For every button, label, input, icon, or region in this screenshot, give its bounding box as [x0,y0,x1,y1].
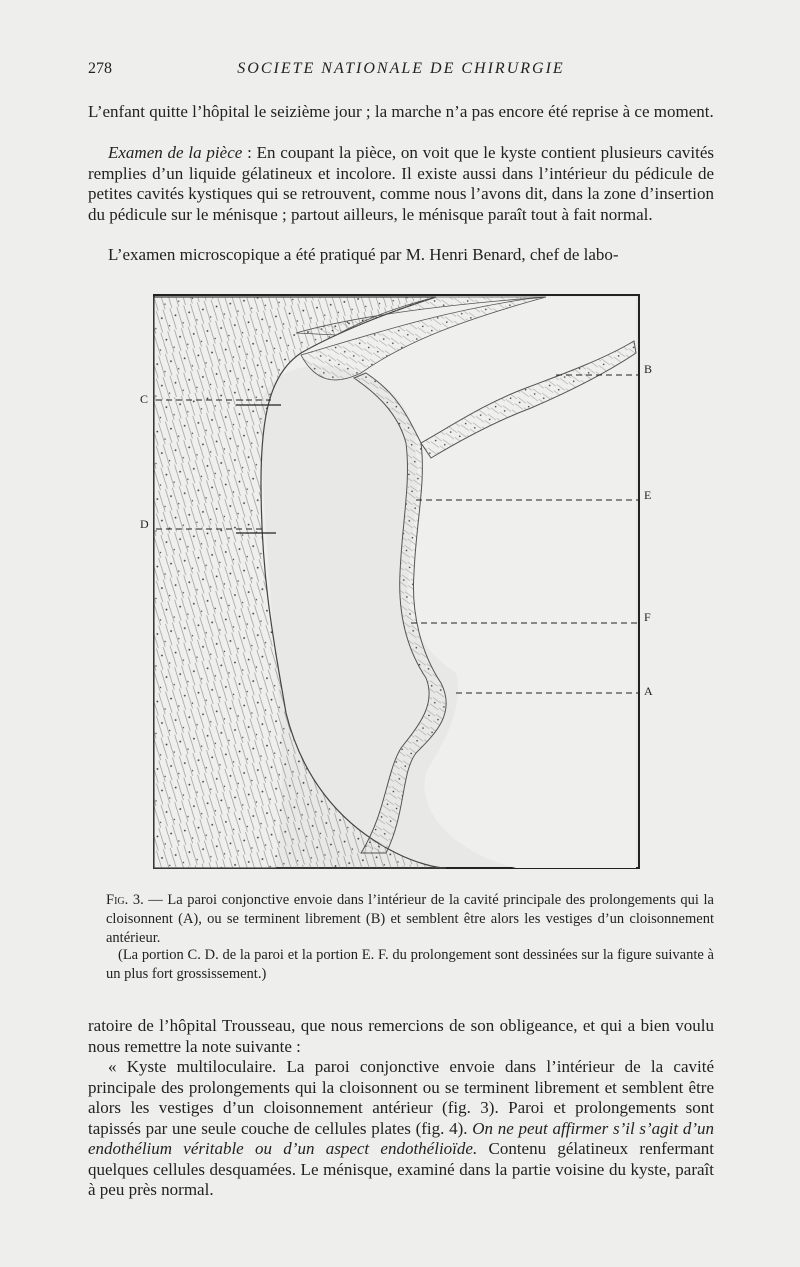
histology-illustration [136,293,666,871]
figure-caption-label: Fig. 3. [106,892,144,908]
figure-histology [136,293,666,871]
figure-caption-text: — La paroi conjonctive envoie dans l’intérieur de la cavité principale des prolongements qui la cloisonnent (A), ou se terminent librement (B) et semblent être alors les vestiges d’un cloisonnement antérieur. [106,892,714,946]
page-number: 278 [88,60,112,77]
specimen-exam-text: : En coupant la pièce, on voit que le kyste contient plusieurs cavités remplies d’un liquide gélatineux et incolore. Il existe aussi dans l’intérieur du pédicule de petites cavités kystiques qui se retrouvent, comme nous l’avons dit, dans la zone d’insertion du pédicule sur le ménisque ; partout ailleurs, le ménisque paraît tout à fait normal. [88,143,714,224]
running-title: SOCIETE NATIONALE DE CHIRURGIE [237,60,565,77]
specimen-exam-label: Examen de la pièce [108,143,243,162]
figure-label-e: E [644,488,652,502]
paragraph-hospital-discharge: L’enfant quitte l’hôpital le seizième jour ; la marche n’a pas encore été reprise à ce moment. [88,102,714,121]
paragraph-specimen-exam [88,143,714,225]
note-text-start: « Kyste multiloculaire. La paroi conjonctive envoie dans l’intérieur de la cavité principale des prolongements qui la cloisonnent ou se terminent librement et semblent être alors les vestiges d’un cloisonnement antérieur (fig. 3). Paroi et prolongements sont tapissés par une seule couche de cellules plates (fig. 4). [88,1057,714,1138]
figure-label-a: A [644,684,653,698]
paragraph-laboratory: ratoire de l’hôpital Trousseau, que nous remercions de son obligeance, et qui a bien voulu nous remettre la note suivante : [88,1016,714,1056]
note-text-italic: On ne peut affirmer s’il s’agit d’un endothélium véritable ou d’un aspect endothélioïde. [88,1118,715,1158]
figure-caption [106,891,714,948]
figure-label-f: F [644,610,651,624]
figure-caption-note: (La portion C. D. de la paroi et la portion E. F. du prolongement sont dessinées sur la figure suivante à un plus fort grossissement.) [106,947,714,982]
figure-label-b: B [644,362,653,376]
page-header [88,60,714,84]
figure-label-c: C [140,392,149,406]
paragraph-note [88,1057,714,1201]
figure-label-d: D [140,517,149,531]
note-text-end: Contenu gélatineux renfermant quelques cellules desquamées. Le ménisque, examiné dans la partie voisine du kyste, paraît à peu près normal. [88,1139,715,1199]
paragraph-microscopic-exam: L’examen microscopique a été pratiqué par M. Henri Benard, chef de labo- [108,245,619,264]
